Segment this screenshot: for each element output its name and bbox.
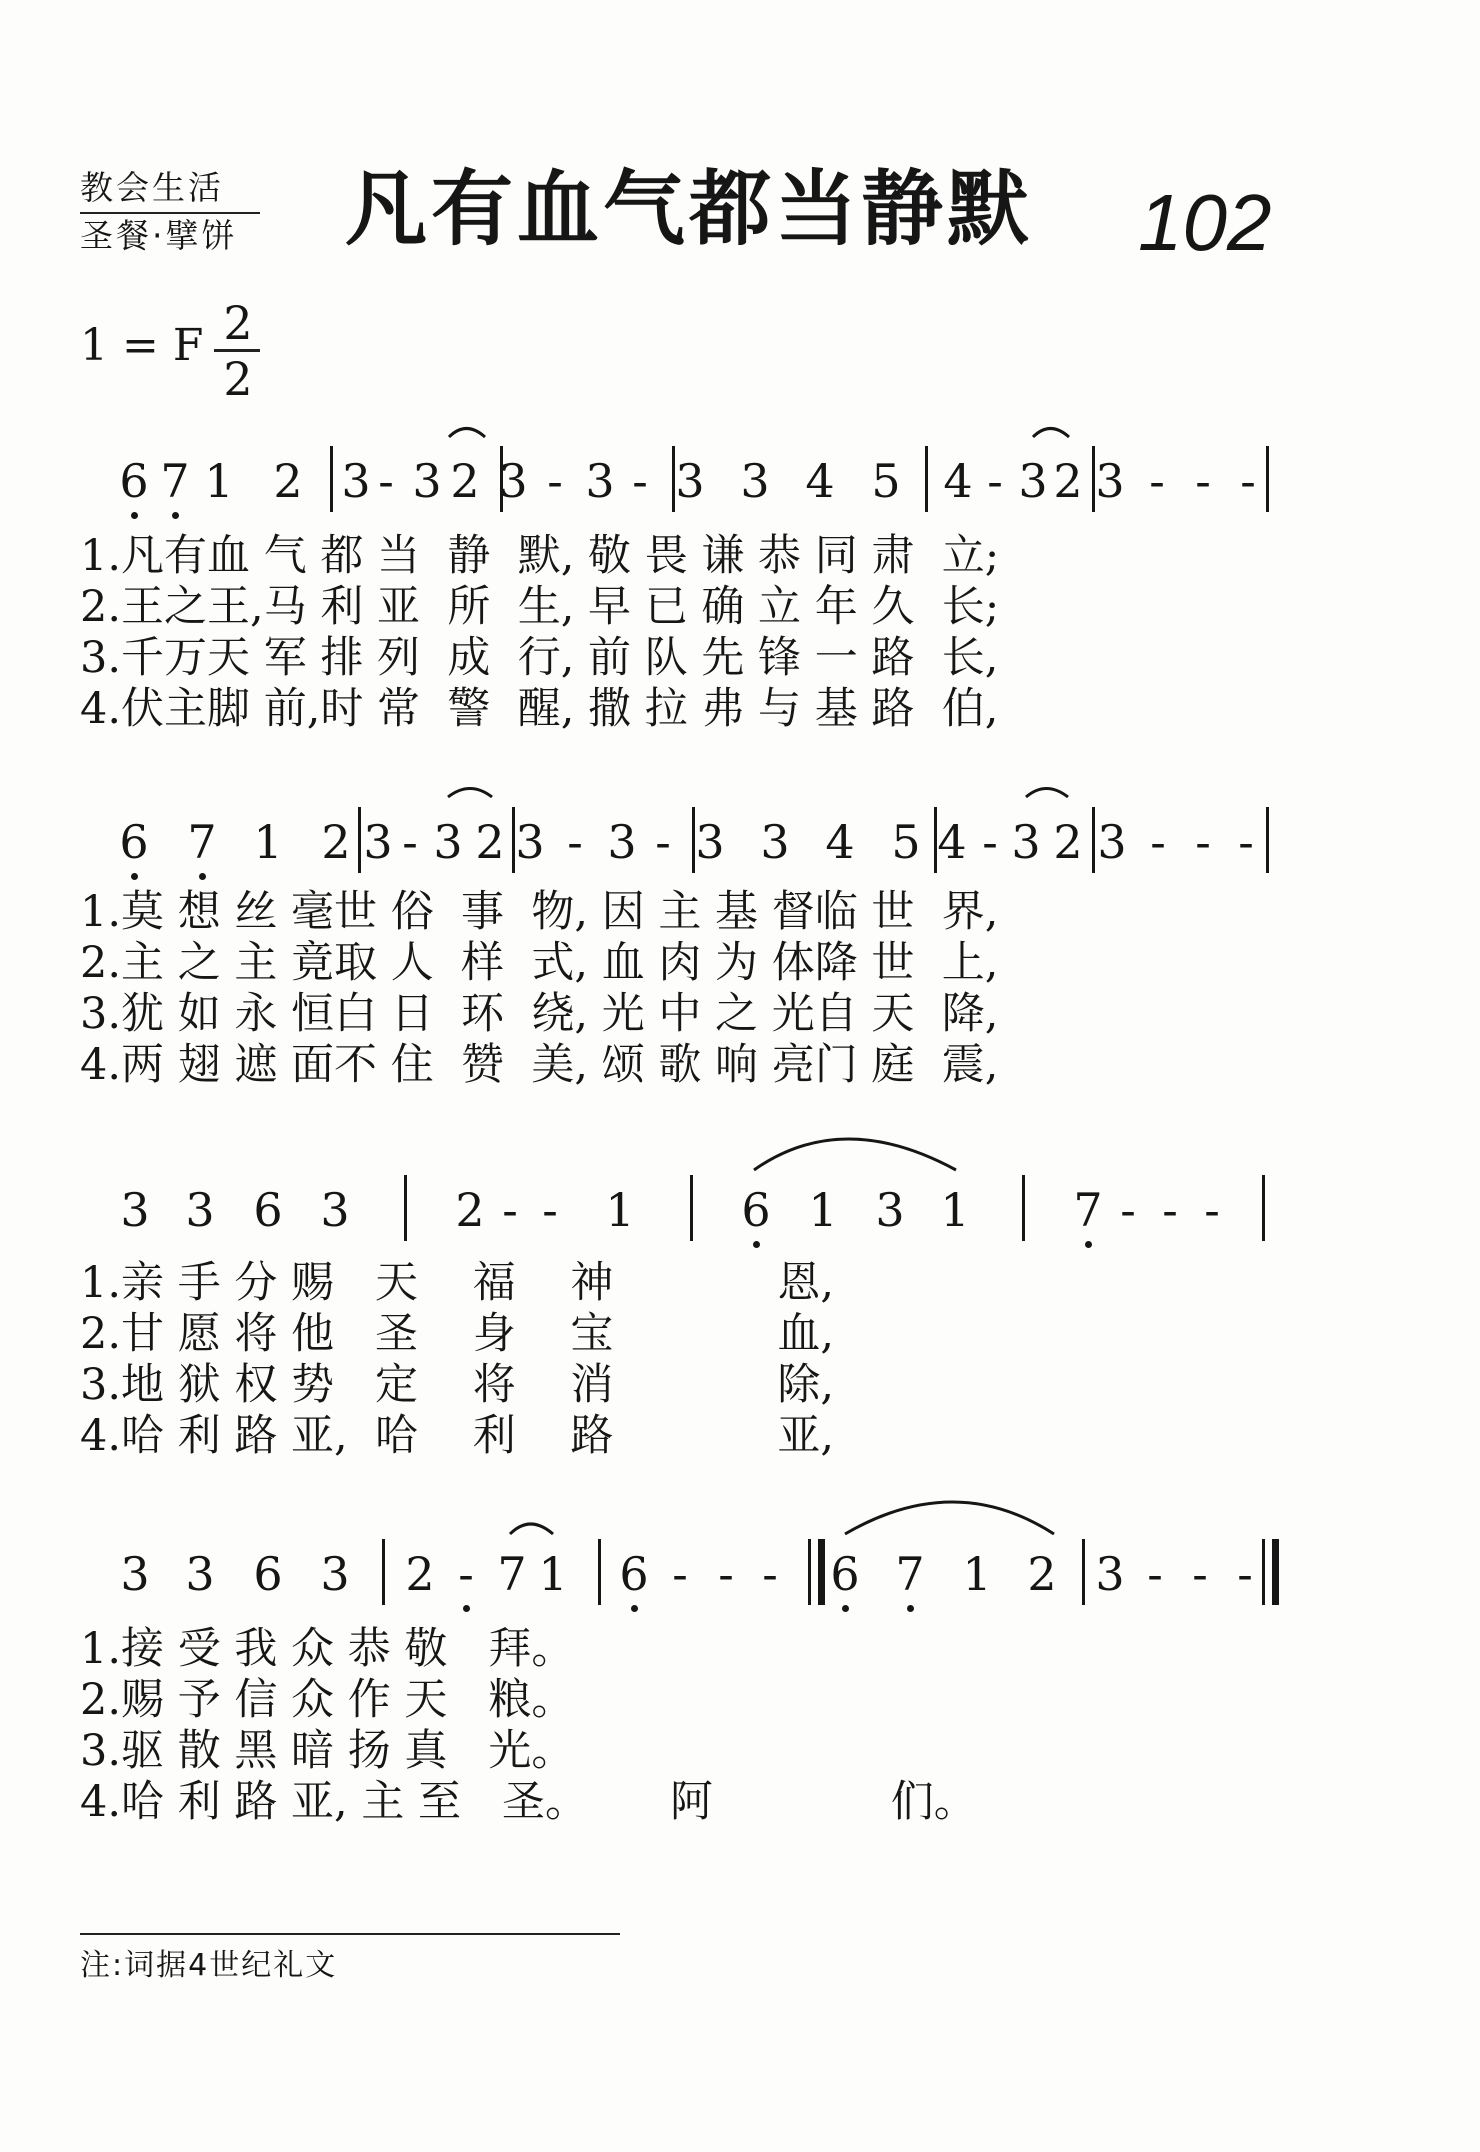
lyric-line-verse-4: 4.伏主脚 前,时 常 警 醒, 撒 拉 弗 与 基 路 伯, — [80, 684, 999, 734]
note: 3 — [185, 1547, 215, 1601]
lyric-line-verse-4: 4.两 翅 遮 面不 住 赞 美, 颂 歌 响 亮门 庭 震, — [80, 1040, 999, 1090]
note: 2 — [321, 815, 351, 869]
note: 3 — [760, 815, 790, 869]
subcategory-label: 圣餐·擘饼 — [80, 216, 238, 255]
note: 7 — [895, 1547, 925, 1601]
sustain-dash: - — [378, 454, 394, 508]
note: 6 — [741, 1183, 771, 1237]
note: 5 — [871, 454, 901, 508]
lyric-line-verse-1: 1.莫 想 丝 毫世 俗 事 物, 因 主 基 督临 世 界, — [80, 887, 999, 937]
slur — [448, 789, 492, 798]
note: 6 — [830, 1547, 860, 1601]
time-signature-bottom: 2 — [223, 352, 253, 406]
note: 3 — [120, 1183, 150, 1237]
note: 2 — [405, 1547, 435, 1601]
sustain-dash: - — [718, 1547, 734, 1601]
note: 4 — [825, 815, 855, 869]
note: 3 — [740, 454, 770, 508]
note: 6 — [119, 815, 149, 869]
sustain-dash: - — [1238, 815, 1254, 869]
note: 3 — [695, 815, 725, 869]
lyric-line-verse-4: 4.哈 利 路 亚, 哈 利 路 亚, — [80, 1411, 835, 1461]
sustain-dash: - — [1147, 1547, 1163, 1601]
note: 1 — [962, 1547, 992, 1601]
footnote-divider — [80, 1933, 620, 1935]
note: 3 — [1095, 454, 1125, 508]
sustain-dash: - — [567, 815, 583, 869]
note: 3 — [607, 815, 637, 869]
hymn-title: 凡有血气都当静默 — [345, 162, 1034, 257]
sustain-dash: - — [542, 1183, 558, 1237]
note: 2 — [455, 1183, 485, 1237]
note: 3 — [1095, 1547, 1125, 1601]
note: 3 — [498, 454, 528, 508]
sustain-dash: - — [632, 454, 648, 508]
note: 7 — [497, 1547, 527, 1601]
note: 3 — [675, 454, 705, 508]
note: 3 — [515, 815, 545, 869]
slur — [845, 1502, 1054, 1534]
note: 1 — [940, 1183, 970, 1237]
note: 4 — [943, 454, 973, 508]
note: 5 — [891, 815, 921, 869]
note: 6 — [619, 1547, 649, 1601]
note: 3 — [412, 454, 442, 508]
lyric-line-verse-1: 1.接 受 我 众 恭 敬 拜。 — [80, 1624, 575, 1674]
lyric-line-verse-4: 4.哈 利 路 亚, 主 至 圣。 阿 们。 — [80, 1777, 977, 1827]
note: 3 — [875, 1183, 905, 1237]
note: 4 — [937, 815, 967, 869]
note: 1 — [605, 1183, 635, 1237]
note: 6 — [253, 1183, 283, 1237]
note: 2 — [450, 454, 480, 508]
sustain-dash: - — [762, 1547, 778, 1601]
sustain-dash: - — [987, 454, 1003, 508]
lyric-line-verse-2: 2.赐 予 信 众 作 天 粮。 — [80, 1675, 575, 1725]
sustain-dash: - — [1237, 1547, 1253, 1601]
note: 2 — [273, 454, 303, 508]
sustain-dash: - — [1204, 1183, 1220, 1237]
note: 7 — [187, 815, 217, 869]
sustain-dash: - — [402, 815, 418, 869]
note: 3 — [1011, 815, 1041, 869]
lyric-line-verse-2: 2.甘 愿 将 他 圣 身 宝 血, — [80, 1309, 835, 1359]
note: 3 — [320, 1547, 350, 1601]
note: 1 — [253, 815, 283, 869]
sustain-dash: - — [1195, 815, 1211, 869]
time-signature-top: 2 — [223, 296, 253, 350]
lyric-line-verse-3: 3.地 狱 权 势 定 将 消 除, — [80, 1360, 835, 1410]
sustain-dash: - — [1120, 1183, 1136, 1237]
sustain-dash: - — [1240, 454, 1256, 508]
note: 3 — [341, 454, 371, 508]
note: 2 — [1027, 1547, 1057, 1601]
note: 3 — [585, 454, 615, 508]
key-signature: 1 = F — [80, 320, 204, 371]
sustain-dash: - — [1150, 815, 1166, 869]
slur — [1033, 429, 1069, 438]
lyric-line-verse-3: 3.犹 如 永 恒白 日 环 绕, 光 中 之 光自 天 降, — [80, 989, 999, 1039]
note: 1 — [204, 454, 234, 508]
sustain-dash: - — [1192, 1547, 1208, 1601]
footnote: 注:词据4世纪礼文 — [80, 1948, 338, 1983]
lyric-line-verse-2: 2.王之王,马 利 亚 所 生, 早 已 确 立 年 久 长; — [80, 582, 1000, 632]
note: 3 — [363, 815, 393, 869]
lyric-line-verse-1: 1.亲 手 分 赐 天 福 神 恩, — [80, 1258, 835, 1308]
note: 2 — [1053, 815, 1083, 869]
sustain-dash: - — [502, 1183, 518, 1237]
sustain-dash: - — [982, 815, 998, 869]
hymn-number: 102 — [1138, 178, 1272, 267]
sustain-dash: - — [1195, 454, 1211, 508]
note: 1 — [808, 1183, 838, 1237]
note: 1 — [538, 1547, 568, 1601]
lyric-line-verse-1: 1.凡有血 气 都 当 静 默, 敬 畏 谦 恭 同 肃 立; — [80, 531, 1000, 581]
note: 3 — [1097, 815, 1127, 869]
note: 6 — [253, 1547, 283, 1601]
note: 7 — [1073, 1183, 1103, 1237]
note: 2 — [1053, 454, 1083, 508]
slur — [1026, 789, 1068, 798]
sustain-dash: - — [547, 454, 563, 508]
category-label: 教会生活 — [80, 168, 224, 207]
lyric-line-verse-2: 2.主 之 主 竟取 人 样 式, 血 肉 为 体降 世 上, — [80, 938, 999, 988]
note: 4 — [805, 454, 835, 508]
sustain-dash: - — [672, 1547, 688, 1601]
sustain-dash: - — [1162, 1183, 1178, 1237]
note: 3 — [120, 1547, 150, 1601]
lyric-line-verse-3: 3.驱 散 黑 暗 扬 真 光。 — [80, 1726, 575, 1776]
note: 7 — [160, 454, 190, 508]
lyric-line-verse-3: 3.千万天 军 排 列 成 行, 前 队 先 锋 一 路 长, — [80, 633, 999, 683]
note: 6 — [119, 454, 149, 508]
slur — [449, 429, 485, 438]
sustain-dash: - — [458, 1547, 474, 1601]
sustain-dash: - — [1149, 454, 1165, 508]
sustain-dash: - — [655, 815, 671, 869]
slur — [510, 1524, 553, 1534]
note: 3 — [185, 1183, 215, 1237]
note: 2 — [475, 815, 505, 869]
slur — [754, 1139, 956, 1170]
note: 3 — [433, 815, 463, 869]
note: 3 — [320, 1183, 350, 1237]
note: 3 — [1018, 454, 1048, 508]
